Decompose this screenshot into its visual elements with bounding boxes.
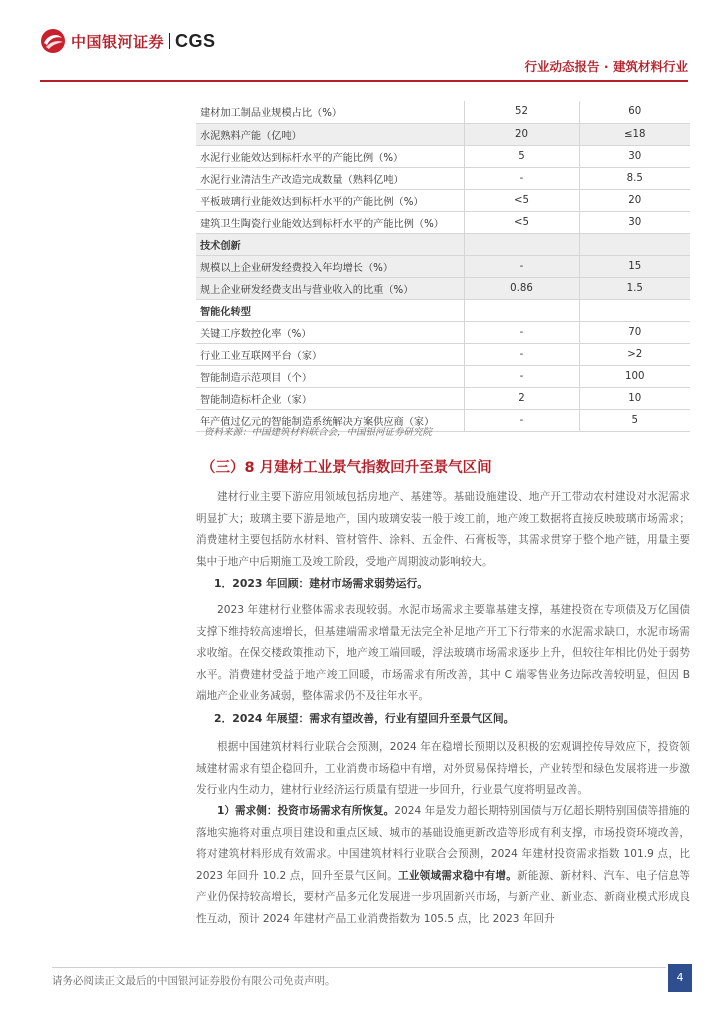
- galaxy-logo-icon: [40, 28, 66, 54]
- table-cell-label: 智能制造示范项目（个）: [196, 365, 464, 387]
- table-cell-label: 规模以上企业研发经费投入年均增长（%）: [196, 255, 464, 277]
- table-cell-value: 20: [464, 123, 579, 145]
- table-cell-value: ≤18: [579, 123, 690, 145]
- table-section-row: [196, 233, 690, 255]
- footer-divider: [52, 967, 666, 968]
- table-row: [196, 343, 690, 365]
- table-cell-value: <5: [464, 189, 579, 211]
- table-cell-value: -: [464, 321, 579, 343]
- report-title: 行业动态报告 · 建筑材料行业: [524, 59, 688, 74]
- table-row: [196, 255, 690, 277]
- logo-english-name: CGS: [175, 30, 216, 51]
- logo-separator: [169, 33, 170, 49]
- table-cell-value: <5: [464, 211, 579, 233]
- header-divider: [40, 80, 688, 82]
- table-cell-value: -: [464, 167, 579, 189]
- subheading-2023-review: 1．2023 年回顾：建材市场需求弱势运行。: [214, 577, 429, 590]
- table-cell-value: 2: [464, 387, 579, 409]
- page-header: [0, 0, 724, 88]
- table-cell-value: 100: [579, 365, 690, 387]
- table-cell-value: 5: [579, 409, 690, 431]
- subheading-2024-outlook: 2．2024 年展望：需求有望改善，行业有望回升至景气区间。: [214, 712, 515, 725]
- table-cell-value: 5: [464, 145, 579, 167]
- table-row: [196, 145, 690, 167]
- table-cell-value: 52: [464, 101, 579, 123]
- table-cell-label: 建材加工制品业规模占比（%）: [196, 101, 464, 123]
- table-row: [196, 387, 690, 409]
- table-cell-value: -: [464, 409, 579, 431]
- table-row: [196, 123, 690, 145]
- table-cell-value: 30: [579, 145, 690, 167]
- table-cell-value: -: [464, 365, 579, 387]
- table-cell-label: 水泥熟料产能（亿吨）: [196, 123, 464, 145]
- paragraph-2023-review: 2023 年建材行业整体需求表现较弱。水泥市场需求主要靠基建支撑，基建投资在专项债及万亿国债支撑下维持较高速增长，但基建端需求增量无法完全补足地产开工下行带来的水泥需求缺口，水泥市场需求收缩。在保交楼政策推动下，地产竣工端回暖，浮法玻璃市场需求逐步上升，但较往年相比仍处于弱势水平。消费建材受益于地产竣工回暖，市场需求有所改善，其中 C 端零售业务边际改善较明显，但因 B 端地产企业业务减弱，整体需求仍不及往年水平。: [196, 604, 690, 702]
- table-cell-value: [464, 299, 579, 321]
- table-cell-value: 70: [579, 321, 690, 343]
- table-source: 资料来源：中国建筑材料联合会，中国银河证券研究院: [204, 427, 433, 438]
- logo-chinese-name: 中国银河证券: [71, 32, 165, 51]
- table-cell-value: 15: [579, 255, 690, 277]
- table-cell-value: 30: [579, 211, 690, 233]
- table-cell-label: 建筑卫生陶瓷行业能效达到标杆水平的产能比例（%）: [196, 211, 464, 233]
- table-row: [196, 211, 690, 233]
- table-body: [196, 101, 690, 431]
- table-cell-value: 20: [579, 189, 690, 211]
- footer-disclaimer: 请务必阅读正文最后的中国银河证券股份有限公司免责声明。: [52, 975, 336, 987]
- section-heading: （三）8 月建材工业景气指数回升至景气区间: [201, 460, 492, 476]
- table-row: [196, 101, 690, 123]
- table-cell-value: -: [464, 255, 579, 277]
- table-cell-value: 60: [579, 101, 690, 123]
- company-logo: [40, 28, 216, 54]
- table-cell-value: [579, 233, 690, 255]
- table-cell-label: 水泥行业清洁生产改造完成数量（熟料亿吨）: [196, 167, 464, 189]
- table-cell-value: 8.5: [579, 167, 690, 189]
- table-cell-label: 智能制造标杆企业（家）: [196, 387, 464, 409]
- table-row: [196, 189, 690, 211]
- table-cell-value: [579, 299, 690, 321]
- table-section-row: [196, 299, 690, 321]
- table-row: [196, 365, 690, 387]
- indicator-table: [196, 101, 690, 432]
- table-cell-label: 关键工序数控化率（%）: [196, 321, 464, 343]
- table-cell-label: 智能化转型: [196, 299, 464, 321]
- paragraph-demand-side: [196, 801, 690, 930]
- demand-side-lead: 1）需求侧：投资市场需求有所恢复。: [217, 805, 395, 817]
- table-cell-label: 年产值过亿元的智能制造系统解决方案供应商（家）: [196, 409, 464, 431]
- table-cell-value: 0.86: [464, 277, 579, 299]
- paragraph-intro: 建材行业主要下游应用领域包括房地产、基建等。基础设施建设、地产开工带动农村建设对水泥需求明显扩大；玻璃主要下游是地产，国内玻璃安装一般于竣工前，地产竣工数据将直接反映玻璃市场需求；消费建材主要包括防水材料、管材管件、涂料、五金件、石膏板等，其需求贯穿于整个地产链，用量主要集中于地产中后期施工及竣工阶段，受地产周期波动影响较大。: [196, 491, 690, 568]
- table-cell-label: 规上企业研发经费支出与营业收入的比重（%）: [196, 277, 464, 299]
- table-cell-label: 行业工业互联网平台（家）: [196, 343, 464, 365]
- table-row: [196, 321, 690, 343]
- demand-side-text: 2024 年是发力超长期特别国债与万亿超长期特别国债等措施的落地实施将对重点项目建设和重点区域、城市的基础设施更新改造等形成有利支撑，市场投资环境改善，将对建筑材料形成有效需求。中国建筑材料行业联合会预测，2024 年建材投资需求指数 101.9 点，比 2023 年回升 10.2 点，回升至景气区间。: [196, 805, 691, 882]
- table-cell-label: 技术创新: [196, 233, 464, 255]
- page-number: 4: [668, 964, 692, 992]
- table-cell-value: 10: [579, 387, 690, 409]
- table-cell-label: 平板玻璃行业能效达到标杆水平的产能比例（%）: [196, 189, 464, 211]
- table-cell-value: 1.5: [579, 277, 690, 299]
- table-cell-label: 水泥行业能效达到标杆水平的产能比例（%）: [196, 145, 464, 167]
- paragraph-2024-outlook: 根据中国建筑材料行业联合会预测，2024 年在稳增长预期以及积极的宏观调控传导效应下，投资领域建材需求有望企稳回升，工业消费市场稳中有增，对外贸易保持增长，产业转型和绿色发展将进一步激发行业内生动力，建材行业经济运行质量有望进一步回升，行业景气度将明显改善。: [196, 741, 690, 796]
- industrial-demand-text: 新能源、新材料、汽车、电子信息等产业仍保持较高增长，要材产品多元化发展进一步巩固新兴市场，与新产业、新业态、新商业模式形成良性互动，预计 2024 年建材产品工业消费指数为 105.5 点，比 2023 年回升: [196, 869, 691, 925]
- table-row: [196, 167, 690, 189]
- table-cell-value: >2: [579, 343, 690, 365]
- industrial-demand-lead: 工业领域需求稳中有增。: [398, 869, 518, 882]
- table-cell-value: -: [464, 343, 579, 365]
- table-cell-value: [464, 233, 579, 255]
- table-row: [196, 277, 690, 299]
